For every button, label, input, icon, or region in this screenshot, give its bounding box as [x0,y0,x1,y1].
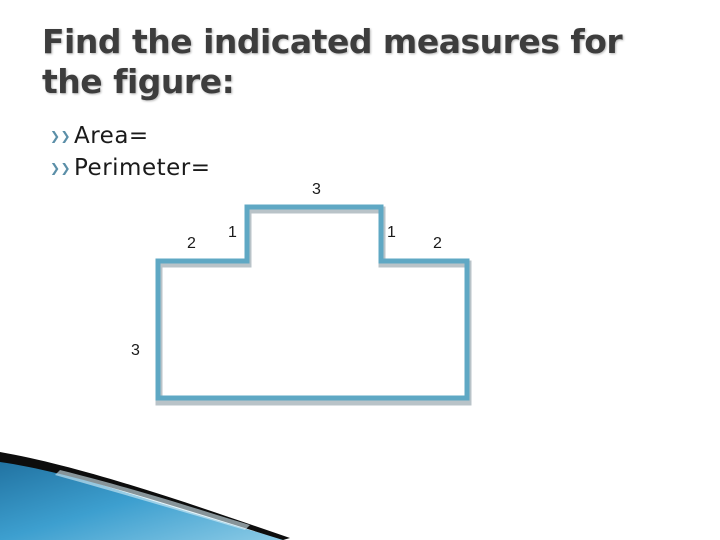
dim-left-shoulder: 2 [187,235,196,252]
dim-top: 3 [312,181,321,198]
figure-outline [158,207,467,398]
dim-right-shoulder: 2 [433,235,442,252]
double-chevron-icon: ❯❯ [50,161,72,175]
title-line-2: the figure: [42,62,235,101]
dim-right-notch: 1 [387,224,396,241]
dim-left-notch: 1 [228,224,237,241]
double-chevron-icon: ❯❯ [50,129,72,143]
bullet-perimeter-label: Perimeter= [74,155,211,181]
decorative-swoosh [0,452,290,540]
t-shape-figure [158,207,468,402]
dim-left-side: 3 [131,342,140,359]
bullet-area-label: Area= [74,123,149,149]
title-line-1: Find the indicated measures for [42,22,623,61]
